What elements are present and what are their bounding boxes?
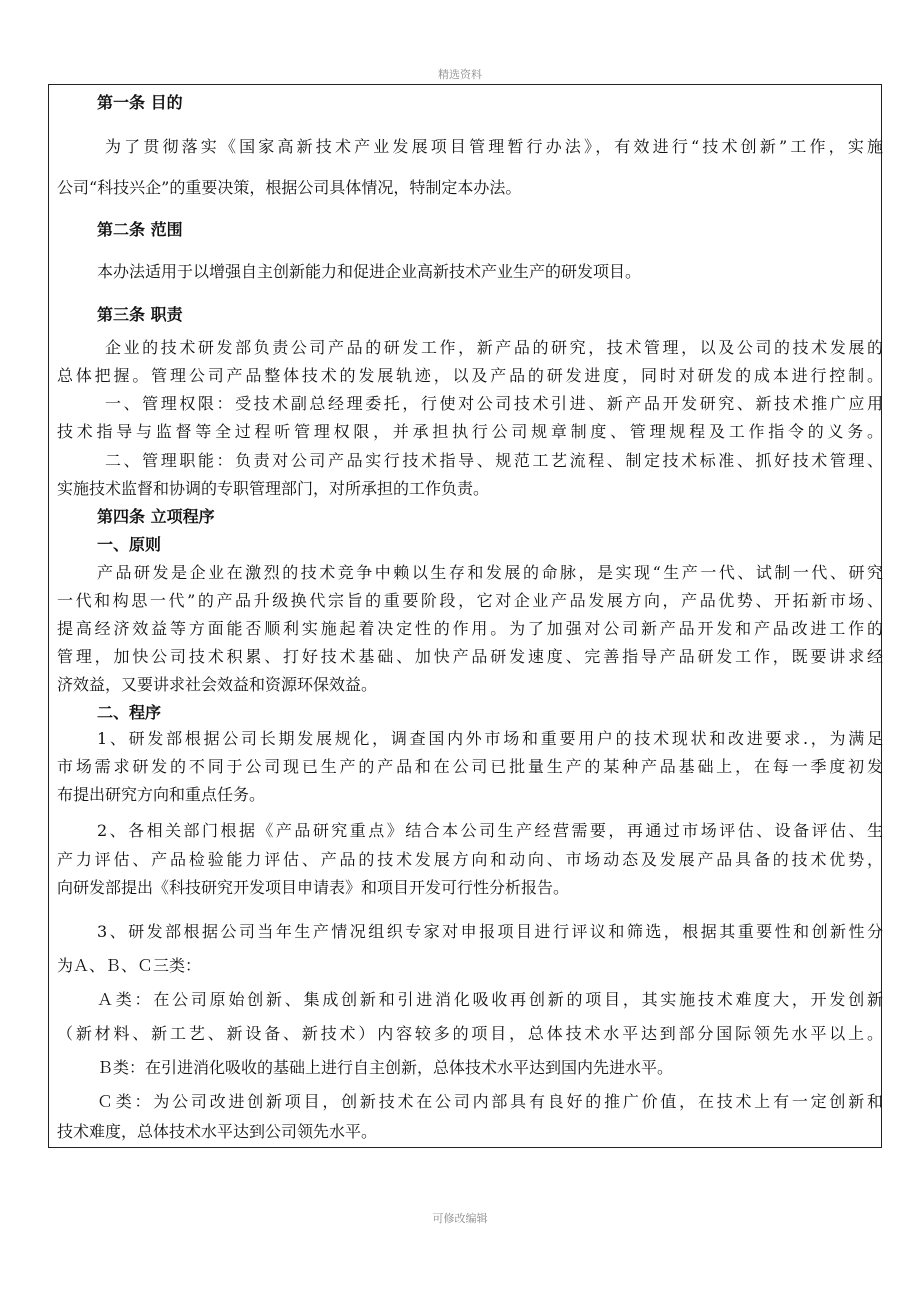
paragraph-line: 为了贯彻落实《国家高新技术产业发展项目管理暂行办法》，有效进行“技术创新”工作，实施 — [105, 137, 883, 156]
paragraph-line: 本办法适用于以增强自主创新能力和促进企业高新技术产业生产的研发项目。 — [97, 262, 642, 281]
paragraph-line: 产品研发是企业在激烈的技术竞争中赖以生存和发展的命脉，是实现“生产一代、试制一代、研究 — [97, 563, 883, 582]
section-heading: 第四条 立项程序 — [97, 507, 215, 526]
paragraph-line: 1、研发部根据公司长期发展规化，调查国内外市场和重要用户的技术现状和改进要求.，为满足 — [97, 729, 883, 748]
paragraph-line: 二、管理职能：负责对公司产品实行技术指导、规范工艺流程、制定技术标准、抓好技术管理、 — [105, 451, 883, 470]
section-heading: 第一条 目的 — [97, 93, 183, 112]
paragraph-line: 管理，加快公司技术积累、打好技术基础、加快产品研发速度、完善指导产品研发工作，既要讲求经 — [57, 647, 883, 666]
paragraph-line: 市场需求研发的不同于公司现已生产的产品和在公司已批量生产的某种产品基础上，在每一季度初发 — [57, 757, 883, 776]
section-heading: 第二条 范围 — [97, 220, 183, 239]
paragraph-line: Ａ类：在公司原始创新、集成创新和引进消化吸收再创新的项目，其实施技术难度大，开发创新 — [97, 990, 883, 1009]
paragraph-line: 技术难度，总体技术水平达到公司领先水平。 — [57, 1122, 378, 1141]
paragraph-line: 一、管理权限：受技术副总经理委托，行使对公司技术引进、新产品开发研究、新技术推广应用 — [105, 394, 883, 413]
paragraph-line: 布提出研究方向和重点任务。 — [57, 785, 266, 804]
document-frame — [48, 84, 882, 1148]
paragraph-line: 2、各相关部门根据《产品研究重点》结合本公司生产经营需要，再通过市场评估、设备评估、生 — [97, 821, 883, 840]
section-heading: 二、程序 — [97, 703, 162, 722]
paragraph-line: 提高经济效益等方面能否顺利实施起着决定性的作用。为了加强对公司新产品开发和产品改进工作的 — [57, 619, 883, 638]
paragraph-line: 向研发部提出《科技研究开发项目申请表》和项目开发可行性分析报告。 — [57, 878, 570, 897]
paragraph-line: 3、研发部根据公司当年生产情况组织专家对申报项目进行评议和筛选，根据其重要性和创新性分 — [97, 922, 883, 941]
paragraph-line: 企业的技术研发部负责公司产品的研发工作，新产品的研究，技术管理，以及公司的技术发展的 — [105, 338, 883, 357]
paragraph-line: 实施技术监督和协调的专职管理部门，对所承担的工作负责。 — [57, 479, 490, 498]
header-note: 精选资料 — [438, 68, 482, 81]
paragraph-line: 济效益，又要讲求社会效益和资源环保效益。 — [57, 675, 378, 694]
paragraph-line: 产力评估、产品检验能力评估、产品的技术发展方向和动向、市场动态及发展产品具备的技术优势， — [57, 850, 883, 869]
section-heading: 第三条 职责 — [97, 305, 183, 324]
paragraph-line: Ｂ类：在引进消化吸收的基础上进行自主创新，总体技术水平达到国内先进水平。 — [97, 1058, 674, 1077]
paragraph-line: 为Ａ、Ｂ、Ｃ三类： — [57, 956, 202, 975]
paragraph-line: 技术指导与监督等全过程听管理权限，并承担执行公司规章制度、管理规程及工作指令的义务。 — [57, 422, 883, 441]
paragraph-line: 总体把握。管理公司产品整体技术的发展轨迹，以及产品的研发进度，同时对研发的成本进行控制。 — [57, 366, 883, 385]
paragraph-line: （新材料、新工艺、新设备、新技术）内容较多的项目，总体技术水平达到部分国际领先水平以上。 — [57, 1024, 883, 1043]
paragraph-line: Ｃ类：为公司改进创新项目，创新技术在公司内部具有良好的推广价值，在技术上有一定创新和 — [97, 1092, 883, 1111]
footer-note: 可修改编辑 — [432, 1212, 488, 1225]
section-heading: 一、原则 — [97, 535, 162, 554]
paragraph-line: 公司“科技兴企”的重要决策，根据公司具体情况，特制定本办法。 — [57, 178, 522, 197]
paragraph-line: 一代和构思一代”的产品升级换代宗旨的重要阶段，它对企业产品发展方向，产品优势、开拓新市场、 — [57, 591, 883, 610]
